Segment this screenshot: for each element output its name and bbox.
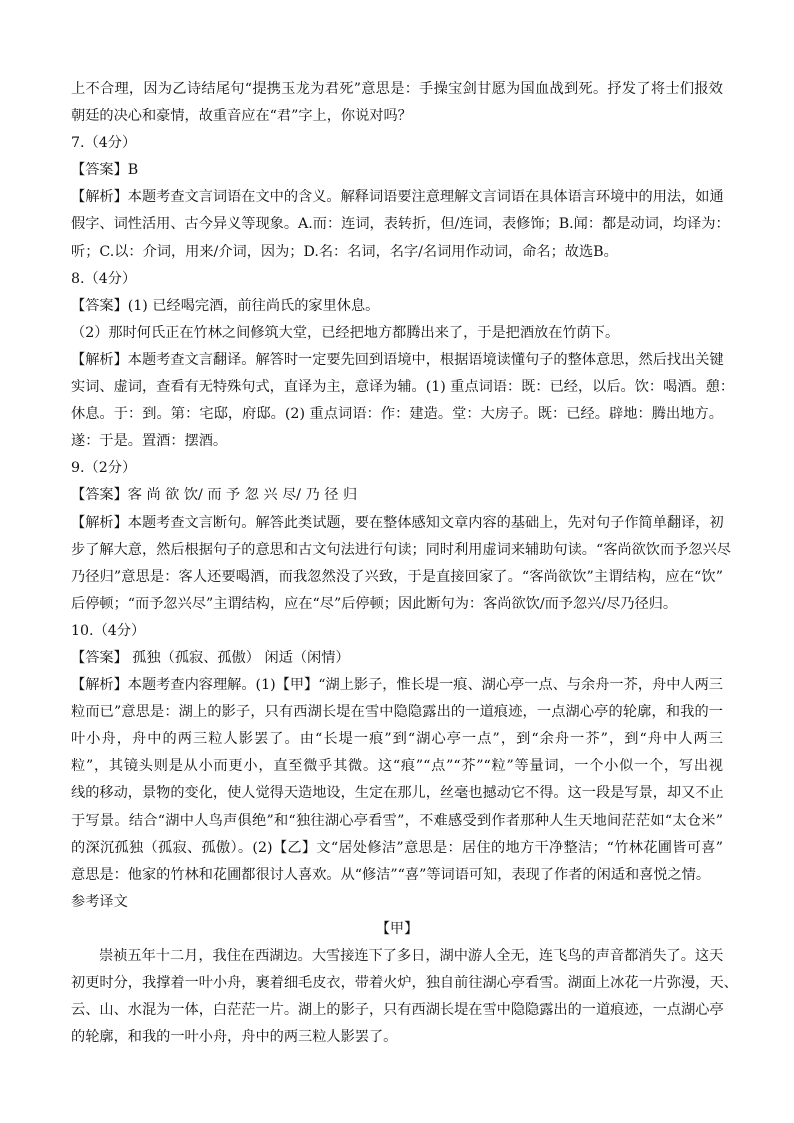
text-line: 9.（2分）	[71, 460, 137, 477]
text-line: （2）那时何氏正在竹林之间修筑大堂，已经把地方都腾出来了，于是把酒放在竹荫下。	[71, 324, 620, 341]
text-line: 上不合理，因为乙诗结尾句“提携玉龙为君死”意思是：手操宝剑甘愿为国血战到死。抒发了将士们报效	[71, 81, 723, 97]
text-line: 【解析】本题考查内容理解。(1)【甲】“湖上影子，惟长堤一痕、湖心亭一点、与余舟一芥，舟中人两三	[71, 677, 723, 694]
text-line: 实词、虚词，查看有无特殊句式，直译为主，意译为辅。(1) 重点词语：既：已经，以后。饮：喝酒。憩：	[71, 379, 735, 396]
translation-heading: 【甲】	[375, 920, 419, 937]
text-line: 假字、词性活用、古今异义等现象。A.而：连词，表转折，但/连词，表修饰；B.闻：都是动词，均译为：	[71, 216, 730, 233]
answer-key-body	[71, 76, 738, 1051]
translation-line: 初更时分，我撑着一叶小舟，裹着细毛皮衣，带着火炉，独自前往湖心亭看雪。湖面上冰花一片弥漫，天、	[71, 975, 738, 992]
text-line: 7.（4分）	[71, 135, 137, 152]
text-line: 于写景。结合“湖中人鸟声俱绝”和“独往湖心亭看雪”，不难感受到作者那种人生天地间茫茫如“太仓米”	[71, 812, 723, 829]
text-line: 粒而已”意思是：湖上的影子，只有西湖长堤在雪中隐隐露出的一道痕迹，一点湖心亭的轮廓，和我的一	[71, 704, 723, 721]
text-line: 【解析】本题考查文言断句。解答此类试题，要在整体感知文章内容的基础上，先对句子作简单翻译，初	[71, 514, 724, 531]
text-line: 【答案】客 尚 欲 饮/ 而 予 忽 兴 尽/ 乃 径 归	[71, 487, 358, 504]
text-line: 朝廷的决心和豪情，故重音应在“君”字上，你说对吗？	[71, 108, 412, 125]
translation-line: 的轮廓，和我的一叶小舟，舟中的两三粒人影罢了。	[71, 1029, 398, 1046]
text-line: 意思是：他家的竹林和花圃都很讨人喜欢。从“修洁”“喜”等词语可知，表现了作者的闲适和喜悦之情。	[71, 866, 711, 883]
text-line: 遂：于是。置酒：摆酒。	[71, 433, 228, 450]
text-line: 粒”，其镜头则是从小而更小，直至微乎其微。这“痕”“点”“芥”“粒”等量词，一个小似一个，写出视	[71, 758, 723, 775]
text-line: 的深沉孤独（孤寂、孤傲）。(2)【乙】文“居处修洁”意思是：居住的地方干净整洁；“竹林花圃皆可喜”	[71, 839, 723, 856]
translation-line: 崇祯五年十二月，我住在西湖边。大雪接连下了多日，湖中游人全无，连飞鸟的声音都消失了。这天	[99, 948, 724, 964]
translation-line: 云、山、水混为一体，白茫茫一片。湖上的影子，只有西湖长堤在雪中隐隐露出的一道痕迹，一点湖心亭	[71, 1002, 724, 1019]
text-line: 步了解大意，然后根据句子的意思和古文句法进行句读；同时利用虚词来辅助句读。“客尚欲饮而予忽兴尽	[71, 541, 731, 558]
text-line: 线的移动，景物的变化，使人觉得天造地设，生定在那儿，丝毫也撼动它不得。这一段是写景，却又不止	[71, 785, 724, 802]
text-line: 参考译文	[71, 893, 128, 910]
text-line: 【解析】本题考查文言翻译。解答时一定要先回到语境中，根据语境读懂句子的整体意思，然后找出关键	[71, 351, 724, 368]
text-line: 【解析】本题考查文言词语在文中的含义。解释词语要注意理解文言词语在具体语言环境中的用法，如通	[71, 189, 724, 206]
text-line: 后停顿；“而予忽兴尽”主谓结构，应在“尽”后停顿；因此断句为：客尚欲饮/而予忽兴/尽乃径归。	[71, 595, 678, 612]
text-line: 【答案】(1) 已经喝完酒，前往尚氏的家里休息。	[71, 297, 380, 314]
text-line: 听；C.以：介词，用来/介词，因为；D.名：名词，名字/名词用作动词，命名；故选B。	[71, 243, 618, 260]
text-line: 叶小舟，舟中的两三粒人影罢了。由“长堤一痕”到“湖心亭一点”，到“余舟一芥”，到“舟中人两三	[71, 731, 723, 748]
text-line: 乃径归”意思是：客人还要喝酒，而我忽然没了兴致，于是直接回家了。“客尚欲饮”主谓结构，应在“饮”	[71, 568, 723, 585]
text-line: 8.（4分）	[71, 270, 137, 287]
text-line: 10.（4分）	[71, 622, 146, 639]
text-line: 【答案】 孤独（孤寂、孤傲） 闲适（闲情）	[71, 649, 350, 666]
text-line: 休息。于：到。第：宅邸，府邸。(2) 重点词语：作：建造。堂：大房子。既：已经。辟地：腾出地方。	[71, 406, 723, 423]
text-line: 【答案】B	[71, 162, 139, 179]
